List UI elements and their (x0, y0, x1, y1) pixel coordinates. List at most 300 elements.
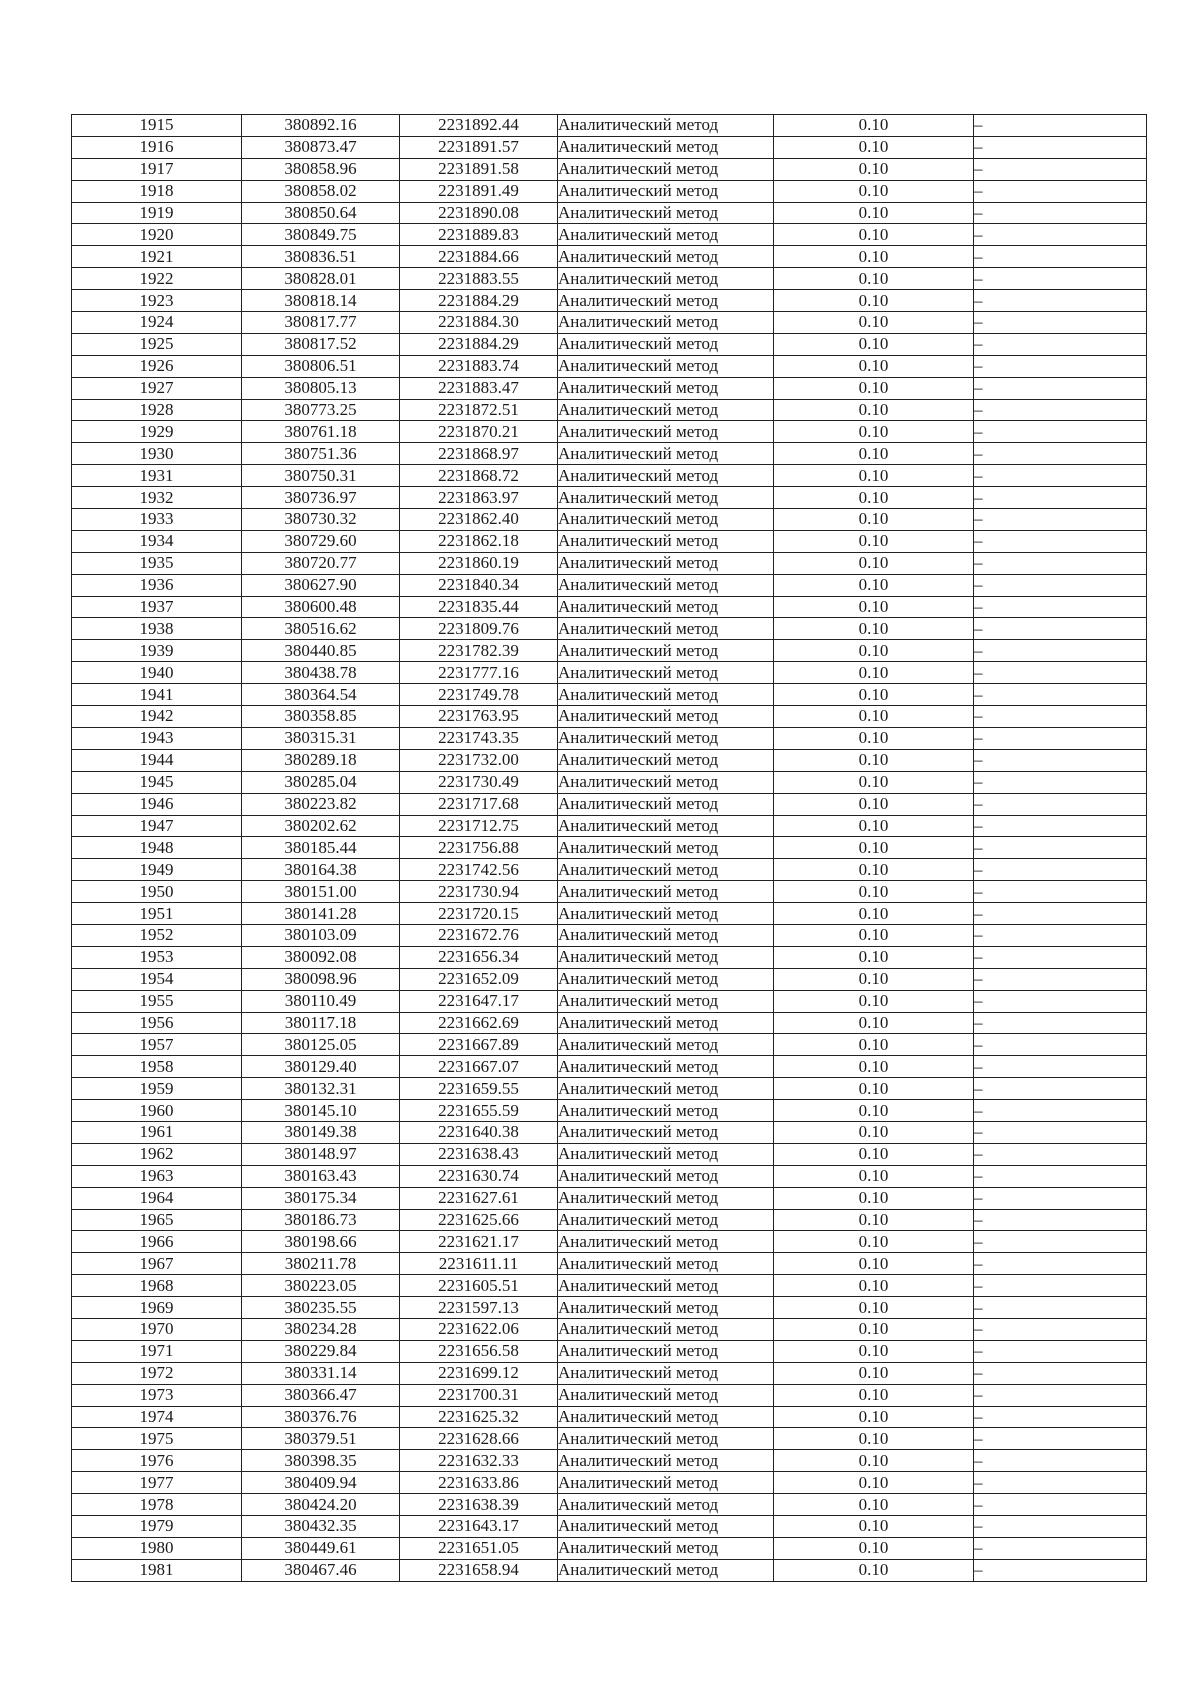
y-coordinate-cell: 2231868.97 (400, 443, 558, 465)
table-row (72, 333, 1147, 355)
x-coordinate-cell: 380185.44 (242, 837, 400, 859)
x-coordinate-cell: 380858.96 (242, 158, 400, 180)
description-cell: – (974, 924, 1147, 946)
x-coordinate-cell: 380098.96 (242, 968, 400, 990)
precision-cell: 0.10 (774, 706, 974, 728)
method-cell: Аналитический метод (558, 1406, 774, 1428)
precision-cell: 0.10 (774, 1121, 974, 1143)
x-coordinate-cell: 380516.62 (242, 618, 400, 640)
x-coordinate-cell: 380424.20 (242, 1494, 400, 1516)
table-row (72, 1559, 1147, 1581)
precision-cell: 0.10 (774, 1100, 974, 1122)
method-cell: Аналитический метод (558, 815, 774, 837)
description-cell: – (974, 224, 1147, 246)
method-cell: Аналитический метод (558, 684, 774, 706)
y-coordinate-cell: 2231621.17 (400, 1231, 558, 1253)
method-cell: Аналитический метод (558, 946, 774, 968)
method-cell: Аналитический метод (558, 530, 774, 552)
description-cell: – (974, 596, 1147, 618)
x-coordinate-cell: 380289.18 (242, 749, 400, 771)
point-number-cell: 1939 (72, 640, 242, 662)
x-coordinate-cell: 380440.85 (242, 640, 400, 662)
table-row (72, 990, 1147, 1012)
x-coordinate-cell: 380175.34 (242, 1187, 400, 1209)
precision-cell: 0.10 (774, 180, 974, 202)
table-row (72, 1362, 1147, 1384)
point-number-cell: 1940 (72, 662, 242, 684)
method-cell: Аналитический метод (558, 990, 774, 1012)
table-row (72, 859, 1147, 881)
description-cell: – (974, 268, 1147, 290)
method-cell: Аналитический метод (558, 1100, 774, 1122)
point-number-cell: 1936 (72, 574, 242, 596)
point-number-cell: 1981 (72, 1559, 242, 1581)
y-coordinate-cell: 2231611.11 (400, 1253, 558, 1275)
point-number-cell: 1918 (72, 180, 242, 202)
table-row (72, 771, 1147, 793)
description-cell: – (974, 946, 1147, 968)
method-cell: Аналитический метод (558, 246, 774, 268)
precision-cell: 0.10 (774, 1406, 974, 1428)
precision-cell: 0.10 (774, 1275, 974, 1297)
precision-cell: 0.10 (774, 1559, 974, 1581)
y-coordinate-cell: 2231883.47 (400, 377, 558, 399)
table-row (72, 640, 1147, 662)
x-coordinate-cell: 380379.51 (242, 1428, 400, 1450)
precision-cell: 0.10 (774, 377, 974, 399)
x-coordinate-cell: 380103.09 (242, 924, 400, 946)
description-cell: – (974, 1559, 1147, 1581)
x-coordinate-cell: 380858.02 (242, 180, 400, 202)
precision-cell: 0.10 (774, 399, 974, 421)
method-cell: Аналитический метод (558, 793, 774, 815)
method-cell: Аналитический метод (558, 333, 774, 355)
x-coordinate-cell: 380234.28 (242, 1318, 400, 1340)
description-cell: – (974, 1428, 1147, 1450)
description-cell: – (974, 1297, 1147, 1319)
x-coordinate-cell: 380467.46 (242, 1559, 400, 1581)
x-coordinate-cell: 380331.14 (242, 1362, 400, 1384)
method-cell: Аналитический метод (558, 268, 774, 290)
precision-cell: 0.10 (774, 946, 974, 968)
x-coordinate-cell: 380125.05 (242, 1034, 400, 1056)
table-row (72, 530, 1147, 552)
y-coordinate-cell: 2231889.83 (400, 224, 558, 246)
precision-cell: 0.10 (774, 990, 974, 1012)
x-coordinate-cell: 380164.38 (242, 859, 400, 881)
table-row (72, 793, 1147, 815)
description-cell: – (974, 509, 1147, 531)
table-row (72, 837, 1147, 859)
precision-cell: 0.10 (774, 1187, 974, 1209)
method-cell: Аналитический метод (558, 968, 774, 990)
description-cell: – (974, 1537, 1147, 1559)
table-row (72, 158, 1147, 180)
description-cell: – (974, 333, 1147, 355)
method-cell: Аналитический метод (558, 399, 774, 421)
x-coordinate-cell: 380358.85 (242, 706, 400, 728)
table-row (72, 596, 1147, 618)
y-coordinate-cell: 2231643.17 (400, 1516, 558, 1538)
y-coordinate-cell: 2231863.97 (400, 487, 558, 509)
method-cell: Аналитический метод (558, 924, 774, 946)
method-cell: Аналитический метод (558, 1340, 774, 1362)
point-number-cell: 1965 (72, 1209, 242, 1231)
y-coordinate-cell: 2231656.34 (400, 946, 558, 968)
point-number-cell: 1972 (72, 1362, 242, 1384)
y-coordinate-cell: 2231699.12 (400, 1362, 558, 1384)
precision-cell: 0.10 (774, 1012, 974, 1034)
x-coordinate-cell: 380828.01 (242, 268, 400, 290)
y-coordinate-cell: 2231651.05 (400, 1537, 558, 1559)
point-number-cell: 1922 (72, 268, 242, 290)
point-number-cell: 1978 (72, 1494, 242, 1516)
description-cell: – (974, 1078, 1147, 1100)
description-cell: – (974, 1318, 1147, 1340)
point-number-cell: 1926 (72, 355, 242, 377)
x-coordinate-cell: 380817.52 (242, 333, 400, 355)
y-coordinate-cell: 2231763.95 (400, 706, 558, 728)
table-row (72, 1165, 1147, 1187)
table-row (72, 1428, 1147, 1450)
method-cell: Аналитический метод (558, 574, 774, 596)
point-number-cell: 1930 (72, 443, 242, 465)
method-cell: Аналитический метод (558, 1472, 774, 1494)
precision-cell: 0.10 (774, 1428, 974, 1450)
method-cell: Аналитический метод (558, 1231, 774, 1253)
point-number-cell: 1925 (72, 333, 242, 355)
precision-cell: 0.10 (774, 1450, 974, 1472)
precision-cell: 0.10 (774, 1537, 974, 1559)
description-cell: – (974, 684, 1147, 706)
description-cell: – (974, 1253, 1147, 1275)
precision-cell: 0.10 (774, 640, 974, 662)
y-coordinate-cell: 2231658.94 (400, 1559, 558, 1581)
method-cell: Аналитический метод (558, 1187, 774, 1209)
y-coordinate-cell: 2231730.49 (400, 771, 558, 793)
x-coordinate-cell: 380110.49 (242, 990, 400, 1012)
method-cell: Аналитический метод (558, 202, 774, 224)
y-coordinate-cell: 2231625.66 (400, 1209, 558, 1231)
x-coordinate-cell: 380849.75 (242, 224, 400, 246)
x-coordinate-cell: 380736.97 (242, 487, 400, 509)
y-coordinate-cell: 2231892.44 (400, 115, 558, 137)
x-coordinate-cell: 380773.25 (242, 399, 400, 421)
description-cell: – (974, 136, 1147, 158)
precision-cell: 0.10 (774, 903, 974, 925)
y-coordinate-cell: 2231884.29 (400, 290, 558, 312)
table-row (72, 202, 1147, 224)
method-cell: Аналитический метод (558, 180, 774, 202)
table-row (72, 968, 1147, 990)
point-number-cell: 1924 (72, 312, 242, 334)
point-number-cell: 1934 (72, 530, 242, 552)
y-coordinate-cell: 2231840.34 (400, 574, 558, 596)
table-row (72, 1100, 1147, 1122)
method-cell: Аналитический метод (558, 465, 774, 487)
method-cell: Аналитический метод (558, 1253, 774, 1275)
y-coordinate-cell: 2231667.89 (400, 1034, 558, 1056)
point-number-cell: 1953 (72, 946, 242, 968)
table-row (72, 1340, 1147, 1362)
description-cell: – (974, 1340, 1147, 1362)
method-cell: Аналитический метод (558, 706, 774, 728)
description-cell: – (974, 1100, 1147, 1122)
point-number-cell: 1931 (72, 465, 242, 487)
table-row (72, 662, 1147, 684)
table-row (72, 1012, 1147, 1034)
description-cell: – (974, 1450, 1147, 1472)
table-row (72, 1121, 1147, 1143)
x-coordinate-cell: 380438.78 (242, 662, 400, 684)
description-cell: – (974, 662, 1147, 684)
table-row (72, 1537, 1147, 1559)
precision-cell: 0.10 (774, 1494, 974, 1516)
x-coordinate-cell: 380836.51 (242, 246, 400, 268)
method-cell: Аналитический метод (558, 377, 774, 399)
method-cell: Аналитический метод (558, 1078, 774, 1100)
table-row (72, 268, 1147, 290)
point-number-cell: 1941 (72, 684, 242, 706)
x-coordinate-cell: 380151.00 (242, 881, 400, 903)
precision-cell: 0.10 (774, 552, 974, 574)
point-number-cell: 1927 (72, 377, 242, 399)
x-coordinate-cell: 380364.54 (242, 684, 400, 706)
x-coordinate-cell: 380145.10 (242, 1100, 400, 1122)
description-cell: – (974, 1143, 1147, 1165)
y-coordinate-cell: 2231662.69 (400, 1012, 558, 1034)
method-cell: Аналитический метод (558, 552, 774, 574)
point-number-cell: 1938 (72, 618, 242, 640)
x-coordinate-cell: 380366.47 (242, 1384, 400, 1406)
y-coordinate-cell: 2231777.16 (400, 662, 558, 684)
precision-cell: 0.10 (774, 333, 974, 355)
table-row (72, 552, 1147, 574)
x-coordinate-cell: 380398.35 (242, 1450, 400, 1472)
description-cell: – (974, 749, 1147, 771)
point-number-cell: 1946 (72, 793, 242, 815)
description-cell: – (974, 1472, 1147, 1494)
description-cell: – (974, 859, 1147, 881)
method-cell: Аналитический метод (558, 1297, 774, 1319)
method-cell: Аналитический метод (558, 618, 774, 640)
y-coordinate-cell: 2231628.66 (400, 1428, 558, 1450)
table-row (72, 684, 1147, 706)
method-cell: Аналитический метод (558, 1143, 774, 1165)
method-cell: Аналитический метод (558, 1428, 774, 1450)
method-cell: Аналитический метод (558, 1056, 774, 1078)
y-coordinate-cell: 2231862.18 (400, 530, 558, 552)
precision-cell: 0.10 (774, 924, 974, 946)
description-cell: – (974, 465, 1147, 487)
y-coordinate-cell: 2231868.72 (400, 465, 558, 487)
x-coordinate-cell: 380229.84 (242, 1340, 400, 1362)
precision-cell: 0.10 (774, 771, 974, 793)
table-row (72, 1034, 1147, 1056)
method-cell: Аналитический метод (558, 837, 774, 859)
method-cell: Аналитический метод (558, 1559, 774, 1581)
description-cell: – (974, 487, 1147, 509)
y-coordinate-cell: 2231749.78 (400, 684, 558, 706)
description-cell: – (974, 990, 1147, 1012)
description-cell: – (974, 815, 1147, 837)
x-coordinate-cell: 380730.32 (242, 509, 400, 531)
precision-cell: 0.10 (774, 684, 974, 706)
table-row (72, 1143, 1147, 1165)
x-coordinate-cell: 380202.62 (242, 815, 400, 837)
precision-cell: 0.10 (774, 859, 974, 881)
x-coordinate-cell: 380092.08 (242, 946, 400, 968)
y-coordinate-cell: 2231742.56 (400, 859, 558, 881)
table-row (72, 399, 1147, 421)
method-cell: Аналитический метод (558, 1121, 774, 1143)
x-coordinate-cell: 380409.94 (242, 1472, 400, 1494)
precision-cell: 0.10 (774, 158, 974, 180)
table-row (72, 465, 1147, 487)
table-row (72, 1056, 1147, 1078)
y-coordinate-cell: 2231884.29 (400, 333, 558, 355)
point-number-cell: 1961 (72, 1121, 242, 1143)
precision-cell: 0.10 (774, 749, 974, 771)
precision-cell: 0.10 (774, 246, 974, 268)
table-row (72, 815, 1147, 837)
y-coordinate-cell: 2231622.06 (400, 1318, 558, 1340)
precision-cell: 0.10 (774, 837, 974, 859)
x-coordinate-cell: 380376.76 (242, 1406, 400, 1428)
y-coordinate-cell: 2231891.58 (400, 158, 558, 180)
method-cell: Аналитический метод (558, 1165, 774, 1187)
table-row (72, 706, 1147, 728)
y-coordinate-cell: 2231890.08 (400, 202, 558, 224)
y-coordinate-cell: 2231891.49 (400, 180, 558, 202)
table-row (72, 1253, 1147, 1275)
y-coordinate-cell: 2231659.55 (400, 1078, 558, 1100)
x-coordinate-cell: 380235.55 (242, 1297, 400, 1319)
table-row (72, 509, 1147, 531)
description-cell: – (974, 1209, 1147, 1231)
method-cell: Аналитический метод (558, 1318, 774, 1340)
description-cell: – (974, 377, 1147, 399)
x-coordinate-cell: 380315.31 (242, 727, 400, 749)
point-number-cell: 1970 (72, 1318, 242, 1340)
precision-cell: 0.10 (774, 1034, 974, 1056)
table-row (72, 312, 1147, 334)
point-number-cell: 1980 (72, 1537, 242, 1559)
table-row (72, 1297, 1147, 1319)
y-coordinate-cell: 2231872.51 (400, 399, 558, 421)
method-cell: Аналитический метод (558, 158, 774, 180)
y-coordinate-cell: 2231627.61 (400, 1187, 558, 1209)
point-number-cell: 1937 (72, 596, 242, 618)
precision-cell: 0.10 (774, 1340, 974, 1362)
description-cell: – (974, 1034, 1147, 1056)
description-cell: – (974, 421, 1147, 443)
method-cell: Аналитический метод (558, 727, 774, 749)
y-coordinate-cell: 2231835.44 (400, 596, 558, 618)
x-coordinate-cell: 380432.35 (242, 1516, 400, 1538)
description-cell: – (974, 881, 1147, 903)
method-cell: Аналитический метод (558, 1494, 774, 1516)
table-row (72, 136, 1147, 158)
precision-cell: 0.10 (774, 224, 974, 246)
table-row (72, 1187, 1147, 1209)
description-cell: – (974, 355, 1147, 377)
y-coordinate-cell: 2231632.33 (400, 1450, 558, 1472)
y-coordinate-cell: 2231883.55 (400, 268, 558, 290)
precision-cell: 0.10 (774, 618, 974, 640)
x-coordinate-cell: 380805.13 (242, 377, 400, 399)
precision-cell: 0.10 (774, 487, 974, 509)
point-number-cell: 1962 (72, 1143, 242, 1165)
description-cell: – (974, 1165, 1147, 1187)
point-number-cell: 1954 (72, 968, 242, 990)
y-coordinate-cell: 2231884.66 (400, 246, 558, 268)
table-row (72, 1450, 1147, 1472)
x-coordinate-cell: 380117.18 (242, 1012, 400, 1034)
description-cell: – (974, 1012, 1147, 1034)
precision-cell: 0.10 (774, 968, 974, 990)
x-coordinate-cell: 380149.38 (242, 1121, 400, 1143)
precision-cell: 0.10 (774, 1516, 974, 1538)
description-cell: – (974, 552, 1147, 574)
table-body (72, 115, 1147, 1582)
point-number-cell: 1971 (72, 1340, 242, 1362)
table-row (72, 115, 1147, 137)
description-cell: – (974, 158, 1147, 180)
point-number-cell: 1973 (72, 1384, 242, 1406)
point-number-cell: 1950 (72, 881, 242, 903)
point-number-cell: 1952 (72, 924, 242, 946)
x-coordinate-cell: 380892.16 (242, 115, 400, 137)
precision-cell: 0.10 (774, 727, 974, 749)
x-coordinate-cell: 380186.73 (242, 1209, 400, 1231)
point-number-cell: 1919 (72, 202, 242, 224)
table-row (72, 946, 1147, 968)
table-row (72, 881, 1147, 903)
table-row (72, 1318, 1147, 1340)
precision-cell: 0.10 (774, 574, 974, 596)
y-coordinate-cell: 2231743.35 (400, 727, 558, 749)
method-cell: Аналитический метод (558, 1209, 774, 1231)
x-coordinate-cell: 380198.66 (242, 1231, 400, 1253)
y-coordinate-cell: 2231891.57 (400, 136, 558, 158)
precision-cell: 0.10 (774, 1143, 974, 1165)
point-number-cell: 1947 (72, 815, 242, 837)
table-row (72, 574, 1147, 596)
y-coordinate-cell: 2231884.30 (400, 312, 558, 334)
x-coordinate-cell: 380223.05 (242, 1275, 400, 1297)
method-cell: Аналитический метод (558, 509, 774, 531)
precision-cell: 0.10 (774, 815, 974, 837)
precision-cell: 0.10 (774, 355, 974, 377)
x-coordinate-cell: 380129.40 (242, 1056, 400, 1078)
y-coordinate-cell: 2231630.74 (400, 1165, 558, 1187)
table-row (72, 246, 1147, 268)
x-coordinate-cell: 380761.18 (242, 421, 400, 443)
method-cell: Аналитический метод (558, 881, 774, 903)
description-cell: – (974, 1406, 1147, 1428)
point-number-cell: 1959 (72, 1078, 242, 1100)
precision-cell: 0.10 (774, 509, 974, 531)
point-number-cell: 1958 (72, 1056, 242, 1078)
table-row (72, 1494, 1147, 1516)
y-coordinate-cell: 2231732.00 (400, 749, 558, 771)
table-row (72, 224, 1147, 246)
point-number-cell: 1942 (72, 706, 242, 728)
x-coordinate-cell: 380873.47 (242, 136, 400, 158)
y-coordinate-cell: 2231860.19 (400, 552, 558, 574)
x-coordinate-cell: 380818.14 (242, 290, 400, 312)
